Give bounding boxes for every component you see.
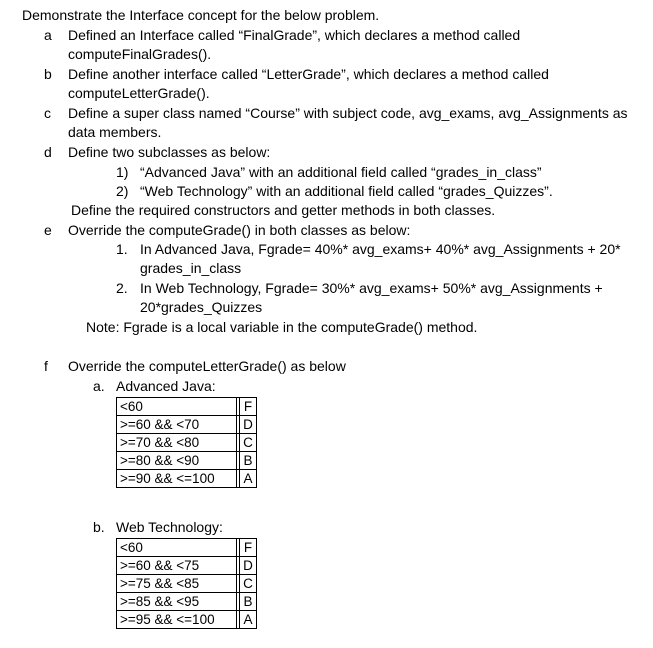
table-row <box>117 557 257 575</box>
grade-condition: >=90 && <=100 <box>117 470 237 488</box>
grade-condition: >=60 && <70 <box>117 416 237 434</box>
item-a-line-2: computeFinalGrades(). <box>68 46 212 62</box>
item-e-sub-1-number: 1. <box>116 241 128 257</box>
item-e-note: Note: Fgrade is a local variable in the computeGrade() method. <box>86 319 478 335</box>
item-a-line-1: Defined an Interface called “FinalGrade”, which declares a method called <box>68 27 521 43</box>
grade-condition: >=70 && <80 <box>117 434 237 452</box>
item-e-marker: e <box>44 222 52 238</box>
grade-condition: >=80 && <90 <box>117 452 237 470</box>
item-c-marker: c <box>44 105 51 121</box>
grade-condition: >=75 && <85 <box>117 575 237 593</box>
grade-letter: A <box>240 611 257 629</box>
web-technology-grade-table <box>116 538 257 629</box>
grade-condition: >=95 && <=100 <box>117 611 237 629</box>
grade-letter: C <box>240 434 257 452</box>
item-f-b-label: b. <box>93 519 105 535</box>
advanced-java-grade-table <box>116 397 257 488</box>
table-row <box>117 575 257 593</box>
grade-condition: <60 <box>117 398 237 416</box>
table-row <box>117 611 257 629</box>
item-d-marker: d <box>44 144 52 160</box>
grade-letter: C <box>240 575 257 593</box>
item-e-sub-1-line-1: In Advanced Java, Fgrade= 40%* avg_exams+ 40%* avg_Assignments + 20* <box>140 241 621 257</box>
table-row <box>117 434 257 452</box>
item-b-line-2: computeLetterGrade(). <box>68 85 210 101</box>
item-d-after: Define the required constructors and getter methods in both classes. <box>71 202 496 218</box>
item-d-sub-1-text: “Advanced Java” with an additional field called “grades_in_class” <box>140 164 542 180</box>
table-row <box>117 452 257 470</box>
grade-letter: D <box>240 416 257 434</box>
item-e-sub-2-line-1: In Web Technology, Fgrade= 30%* avg_exams+ 50%* avg_Assignments + <box>140 280 603 296</box>
intro-text: Demonstrate the Interface concept for the below problem. <box>22 7 380 23</box>
item-d-sub-1-number: 1) <box>116 164 129 180</box>
item-d-line: Define two subclasses as below: <box>68 144 271 160</box>
grade-condition: >=85 && <95 <box>117 593 237 611</box>
item-c-line-2: data members. <box>68 124 162 140</box>
table-row <box>117 398 257 416</box>
grade-letter: F <box>240 398 257 416</box>
table-row <box>117 416 257 434</box>
item-e-line: Override the computeGrade() in both classes as below: <box>68 222 411 238</box>
grade-letter: A <box>240 470 257 488</box>
item-a-marker: a <box>44 27 52 43</box>
grade-condition: >=60 && <75 <box>117 557 237 575</box>
item-f-marker: f <box>44 358 48 374</box>
table-row <box>117 470 257 488</box>
item-b-marker: b <box>44 66 52 82</box>
grade-letter: B <box>240 593 257 611</box>
item-e-sub-2-line-2: 20*grades_Quizzes <box>140 299 263 315</box>
table-row <box>117 539 257 557</box>
item-f-a-label: a. <box>93 378 105 394</box>
item-c-line-1: Define a super class named “Course” with subject code, avg_exams, avg_Assignments as <box>68 105 628 121</box>
item-d-sub-2-number: 2) <box>116 183 129 199</box>
grade-letter: B <box>240 452 257 470</box>
item-f-line: Override the computeLetterGrade() as below <box>68 358 346 374</box>
item-f-b-title: Web Technology: <box>116 519 223 535</box>
table-row <box>117 593 257 611</box>
item-d-sub-2-text: “Web Technology” with an additional field called “grades_Quizzes”. <box>140 183 553 199</box>
item-e-sub-1-line-2: grades_in_class <box>140 260 242 276</box>
item-e-sub-2-number: 2. <box>116 280 128 296</box>
grade-condition: <60 <box>117 539 237 557</box>
grade-letter: D <box>240 557 257 575</box>
item-b-line-1: Define another interface called “LetterGrade”, which declares a method called <box>68 66 549 82</box>
grade-letter: F <box>240 539 257 557</box>
item-f-a-title: Advanced Java: <box>116 378 216 394</box>
